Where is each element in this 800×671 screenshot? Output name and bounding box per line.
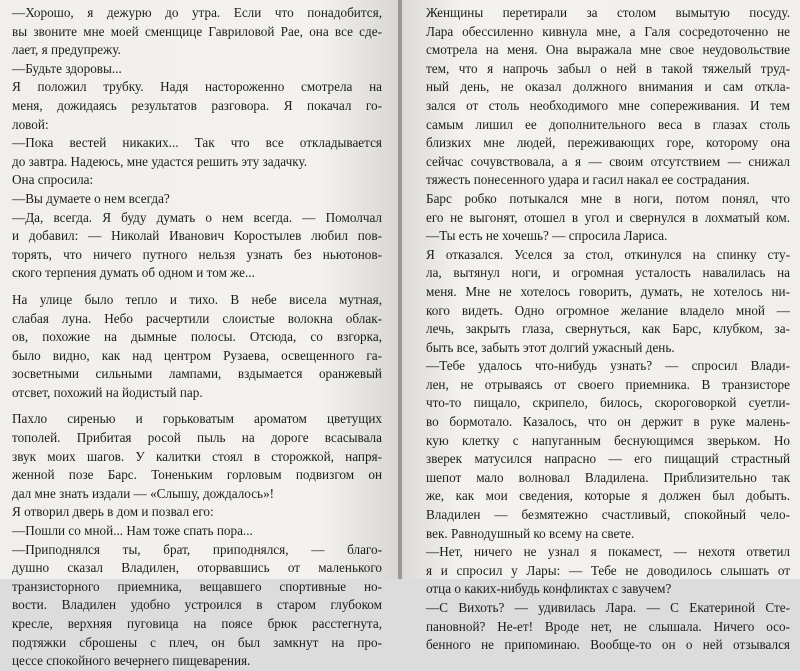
text-line: отсвет, похожий на йодистый пар. [12,384,203,400]
left-page [0,0,398,669]
text-line: ского терпения думать об одном и том же... [12,265,255,281]
text-line: тяжесть понесенного удара и гасил накал ее сострадания. [426,172,750,188]
text-line: душно сказал Владилен, оторвавшись от маленького [12,560,382,576]
text-line: быть все, забыть этот долгий ужасный день. [426,339,675,355]
text-line: дал мне знать издали — «Слышу, дождалось»! [12,485,275,501]
text-line: меня. Мне не хотелось говорить, думать, не хотелось ни- [426,283,790,299]
right-page-text [426,4,790,655]
text-line: торять, что ничего путного нельзя узнать без ньютонов- [12,246,382,262]
text-line: и добавил: — Николай Иванович Коростылев любил пов- [12,228,382,244]
text-line: зосветными сильными лампами, вздымается оранжевый [12,366,382,382]
text-line: я и спросил у Лары: — Тебе не доводилось слышать от [426,562,790,578]
text-line: —Тебе удалось что-нибудь узнать? — спросил Влади- [426,358,790,374]
text-line: близких мне людей, переживающих горе, которому она [426,135,790,151]
text-line: слабая луна. Небо расчертили слоистые волокна облак- [12,310,382,326]
text-line: ловой: [12,116,49,132]
text-line: до завтра. Надеюсь, мне удастся решить эту задачку. [12,153,308,169]
text-line: —Приподнялся ты, брат, приподнялся, — благо- [12,541,382,557]
text-line: тополей. Прибитая росой пыль на дороге всасывала [12,430,382,446]
text-line: сейчас сочувствовала, а я — своим отсутствием — снижал [426,153,790,169]
text-line: —Ты есть не хочешь? — спросила Лариса. [426,228,668,244]
text-line: было видно, как над центром Рузаева, освещенного га- [12,347,382,363]
paragraph-gap [12,283,382,291]
text-line: во бормотало. Казалось, что он держит в руке малень- [426,414,790,430]
text-line: его не выгонят, отошел в угол и свернулся в лохматый ком. [426,209,790,225]
text-line: Владилен — безмятежно счастливый, спокойный чело- [426,507,790,523]
text-line: —Будьте здоровы... [12,60,122,76]
text-line: звук моих шагов. У калитки стоял в сторожкой, напря- [12,448,382,464]
text-line: Я положил трубку. Надя настороженно смотрела на [12,79,382,95]
text-line: лечь, закрыть глаза, свернуться, как Барс, клубком, за- [426,321,790,337]
text-line: Пахло сиренью и горьковатым ароматом цветущих [12,411,382,427]
right-page [402,0,800,653]
text-line: подтяжки сброшены с плеч, он был замкнут на про- [12,634,382,650]
text-line: что-то пищало, скрипело, билось, скороговоркой суетли- [426,395,790,411]
text-line: зверек матусился напрасно — его пищащий страстный [426,451,790,467]
text-line: самым лишил ее дополнительного веса в глазах столь [426,116,790,132]
text-line: вы звоните мне моей сменщице Гавриловой Рае, она все сде- [12,23,382,39]
left-page-text [12,4,382,671]
text-line: —Пошли со мной... Нам тоже спать пора... [12,523,253,539]
text-line: —Вы думаете о нем всегда? [12,190,170,206]
text-line: пановной? Не-ет! Вроде нет, не слышала. Ничего осо- [426,618,790,634]
text-line: —С Вихоть? — удивилась Лара. — С Екатериной Сте- [426,600,790,615]
text-line: лает, я предупрежу. [12,42,121,58]
text-line: цессе спокойного вечернего пищеварения. [12,653,251,669]
text-line: век. Равнодушный ко всему на свете. [426,525,635,541]
text-line: тем, что я напрочь забыл о ней в такой тяжелый труд- [426,60,790,76]
text-line: меня, дожидаясь результатов разговора. Я покачал го- [12,97,382,113]
text-line: кую клетку с напуганным беснующимся зверьком. Но [426,432,790,448]
text-line: зался от столь необходимого мне сопереживания. И тем [426,97,790,113]
text-line: —Нет, ничего не узнал я покамест, — нехотя ответил [426,544,790,560]
text-line: отца о каких-нибудь конфликтах с завучем? [426,581,672,597]
text-line: Я отворил дверь в дом и позвал его: [12,504,214,520]
text-line: транзисторного приемника, вещавшего спортивные но- [12,578,382,594]
text-line: смотрела на меня. Она выражала мне свое неудовольствие [426,42,790,58]
text-line: На улице было тепло и тихо. В небе висела мутная, [12,291,382,307]
text-line: —Хорошо, я дежурю до утра. Если что понадобится, [12,5,382,20]
text-line: ный день, не оказал должного внимания и сам откла- [426,79,790,95]
paragraph-gap [12,402,382,410]
text-line: кого видеть. Одно огромное желание владело мной — [426,302,790,318]
text-line: —Пока вестей никаких... Так что все откладывается [12,135,382,151]
text-line: же, как мои сведения, которые я должен был добыть. [426,488,790,504]
text-line: Женщины перетирали за столом вымытую посуду. [426,5,790,20]
text-line: Барс робко потыкался мне в ноги, потом понял, что [426,190,790,206]
text-line: вости. Владилен удобно устроился в старом глубоком [12,597,382,613]
text-line: Она спросила: [12,172,94,188]
text-line: ов, похожие на дымные полосы. Отсюда, со взгорка, [12,329,382,345]
text-line: —Да, всегда. Я буду думать о нем всегда. — Помолчал [12,209,382,225]
text-line: шепот мало волновал Владилена. Приблизительно так [426,469,790,485]
text-line: Я отказался. Уселся за стол, откинулся на спинку сту- [426,246,790,262]
text-line: женной позе Барс. Тоненьким горловым подвизгом он [12,467,382,483]
text-line: ла, вытянул ноги, и огромная усталость навалилась на [426,265,790,281]
text-line: лен, не отрываясь от своего приемника. В транзисторе [426,376,790,392]
text-line: кресле, верхняя пуговица на поясе брюк расстегнута, [12,616,382,631]
text-line: Лара обессиленно кивнула мне, а Галя сосредоточенно не [426,23,790,39]
text-line: бенного не припоминаю. Вообще-то он о ней отзывался [426,637,790,653]
